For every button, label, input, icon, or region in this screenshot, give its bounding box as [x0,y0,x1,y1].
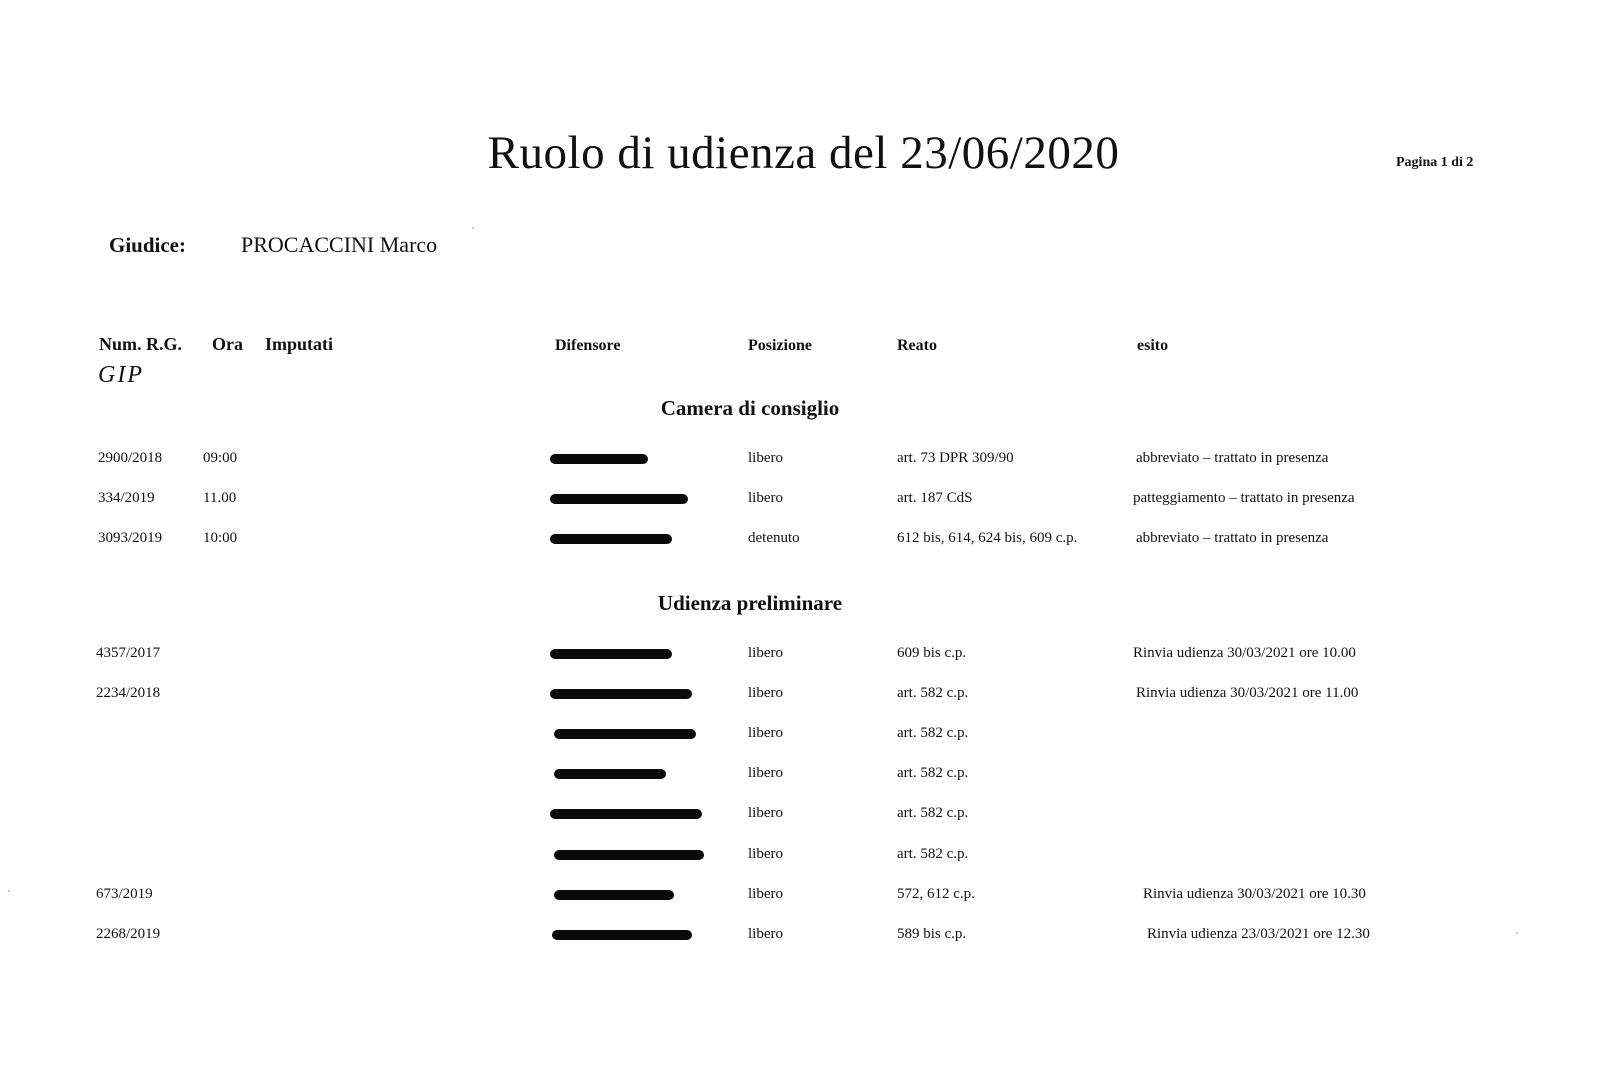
column-header-ora: Ora [212,334,243,354]
section-title-camera-di-consiglio: Camera di consiglio [660,396,840,420]
table-row [0,886,1607,910]
cell-posizione: libero [748,846,783,862]
cell-posizione: libero [748,805,783,821]
column-header-difensore: Difensore [555,337,621,354]
handwritten-note: GIP [98,362,144,388]
redacted-defender [550,809,702,819]
cell-esito: Rinvia udienza 23/03/2021 ore 12.30 [1147,926,1370,942]
scan-speck [1516,932,1518,934]
cell-posizione: libero [748,725,783,741]
cell-reato: art. 582 c.p. [897,765,969,781]
table-row [0,765,1607,789]
judge-label: Giudice: [109,233,186,257]
cell-num-rg: 3093/2019 [98,530,163,546]
cell-reato: art. 187 CdS [897,490,973,506]
cell-num-rg: 334/2019 [98,490,155,506]
cell-esito: abbreviato – trattato in presenza [1136,450,1329,466]
cell-num-rg: 2268/2019 [96,926,161,942]
redacted-defender [550,689,692,699]
judge-name: PROCACCINI Marco [241,232,438,257]
cell-posizione: libero [748,645,783,661]
cell-reato: 612 bis, 614, 624 bis, 609 c.p. [897,530,1078,546]
cell-posizione: libero [748,926,783,942]
scan-speck [472,227,474,229]
redacted-defender [554,850,704,860]
redacted-defender [550,649,672,659]
table-row [0,846,1607,870]
table-row [0,450,1607,474]
redacted-defender [550,454,648,464]
cell-reato: art. 582 c.p. [897,685,969,701]
redacted-defender [550,494,688,504]
cell-esito: abbreviato – trattato in presenza [1136,530,1329,546]
cell-num-rg: 2234/2018 [96,685,161,701]
cell-ora: 11.00 [203,490,237,506]
cell-reato: 589 bis c.p. [897,926,967,942]
cell-reato: 572, 612 c.p. [897,886,975,902]
redacted-defender [554,769,666,779]
column-header-imputati: Imputati [265,334,334,354]
table-row [0,490,1607,514]
redacted-defender [552,930,692,940]
column-header-num-rg: Num. R.G. [99,334,183,354]
table-row [0,805,1607,829]
cell-reato: art. 582 c.p. [897,805,969,821]
cell-posizione: libero [748,490,783,506]
cell-ora: 09:00 [203,450,238,466]
cell-esito: patteggiamento – trattato in presenza [1133,490,1355,506]
table-row [0,530,1607,554]
cell-ora: 10:00 [203,530,238,546]
cell-num-rg: 2900/2018 [98,450,163,466]
cell-reato: art. 73 DPR 309/90 [897,450,1014,466]
cell-posizione: libero [748,450,783,466]
cell-esito: Rinvia udienza 30/03/2021 ore 10.30 [1143,886,1366,902]
cell-num-rg: 673/2019 [96,886,153,902]
redacted-defender [550,534,672,544]
column-header-reato: Reato [897,337,937,354]
cell-reato: 609 bis c.p. [897,645,967,661]
cell-posizione: libero [748,765,783,781]
table-row [0,645,1607,669]
document-title: Ruolo di udienza del 23/06/2020 [487,127,1120,179]
table-row [0,926,1607,950]
redacted-defender [554,890,674,900]
table-row [0,685,1607,709]
section-title-udienza-preliminare: Udienza preliminare [657,591,843,615]
cell-posizione: libero [748,685,783,701]
redacted-defender [554,729,696,739]
page-number: Pagina 1 di 2 [1396,155,1474,170]
column-header-esito: esito [1137,337,1169,354]
cell-reato: art. 582 c.p. [897,846,969,862]
cell-esito: Rinvia udienza 30/03/2021 ore 10.00 [1133,645,1356,661]
cell-posizione: libero [748,886,783,902]
cell-reato: art. 582 c.p. [897,725,969,741]
cell-num-rg: 4357/2017 [96,645,161,661]
cell-posizione: detenuto [748,530,800,546]
column-header-posizione: Posizione [748,337,812,354]
table-row [0,725,1607,749]
scan-speck [8,890,10,892]
cell-esito: Rinvia udienza 30/03/2021 ore 11.00 [1136,685,1359,701]
